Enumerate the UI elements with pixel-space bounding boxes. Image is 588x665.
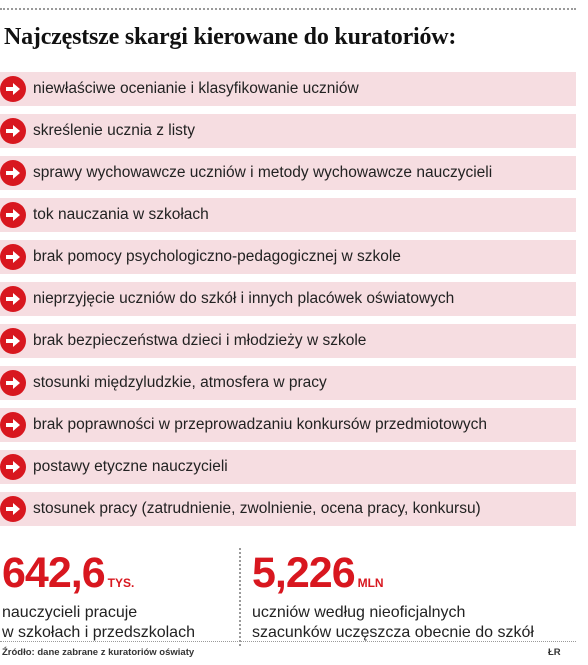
complaint-item	[0, 450, 576, 484]
stat-students-line-1: uczniów według nieoficjalnych	[252, 604, 466, 621]
complaint-item	[0, 198, 576, 232]
arrow-right-circle-icon	[0, 454, 26, 480]
complaint-label: sprawy wychowawcze uczniów i metody wychowawcze nauczycieli	[33, 164, 493, 181]
arrow-right-circle-icon	[0, 328, 26, 354]
stat-students-line-2: szacunków uczęszcza obecnie do szkół	[252, 624, 534, 641]
complaint-item	[0, 72, 576, 106]
complaint-item	[0, 114, 576, 148]
stat-teachers-value: 642,6	[2, 549, 105, 597]
complaint-label: skreślenie ucznia z listy	[33, 122, 195, 139]
complaint-item	[0, 282, 576, 316]
complaint-label: stosunki międzyludzkie, atmosfera w pracy	[33, 374, 327, 391]
complaint-item	[0, 156, 576, 190]
complaint-label: brak pomocy psychologiczno-pedagogicznej w szkole	[33, 248, 401, 265]
stat-students-description	[252, 603, 534, 643]
arrow-right-circle-icon	[0, 160, 26, 186]
stat-teachers-line-1: nauczycieli pracuje	[2, 604, 138, 621]
complaint-item	[0, 366, 576, 400]
complaint-label: brak poprawności w przeprowadzaniu konkursów przedmiotowych	[33, 416, 488, 433]
complaint-label: stosunek pracy (zatrudnienie, zwolnienie, ocena pracy, konkursu)	[33, 500, 481, 517]
stat-students	[252, 549, 534, 643]
complaint-label: postawy etyczne nauczycieli	[33, 458, 228, 475]
arrow-right-circle-icon	[0, 244, 26, 270]
stats-divider	[239, 548, 241, 646]
complaint-label: niewłaściwe ocenianie i klasyfikowanie uczniów	[33, 80, 359, 97]
complaint-list	[0, 72, 576, 534]
arrow-right-circle-icon	[0, 202, 26, 228]
complaint-label: brak bezpieczeństwa dzieci i młodzieży w szkole	[33, 332, 367, 349]
stat-teachers	[2, 549, 195, 643]
top-divider	[0, 8, 576, 10]
stat-teachers-line-2: w szkołach i przedszkolach	[2, 624, 195, 641]
complaint-label: tok nauczania w szkołach	[33, 206, 209, 223]
complaint-item	[0, 324, 576, 358]
stat-students-value: 5,226	[252, 549, 355, 597]
complaint-item	[0, 492, 576, 526]
arrow-right-circle-icon	[0, 496, 26, 522]
bottom-divider	[0, 641, 576, 642]
stat-teachers-unit: TYS.	[107, 576, 135, 590]
source-note: Źródło: dane zabrane z kuratoriów oświaty	[2, 647, 195, 658]
arrow-right-circle-icon	[0, 76, 26, 102]
complaint-item	[0, 240, 576, 274]
arrow-right-circle-icon	[0, 412, 26, 438]
complaint-label: nieprzyjęcie uczniów do szkół i innych placówek oświatowych	[33, 290, 455, 307]
author-credit: ŁR	[548, 647, 561, 658]
complaint-item	[0, 408, 576, 442]
arrow-right-circle-icon	[0, 286, 26, 312]
stat-students-unit: MLN	[357, 576, 384, 590]
infographic-title: Najczęstsze skargi kierowane do kuratoriów:	[4, 24, 457, 50]
arrow-right-circle-icon	[0, 118, 26, 144]
arrow-right-circle-icon	[0, 370, 26, 396]
stat-teachers-description	[2, 603, 195, 643]
